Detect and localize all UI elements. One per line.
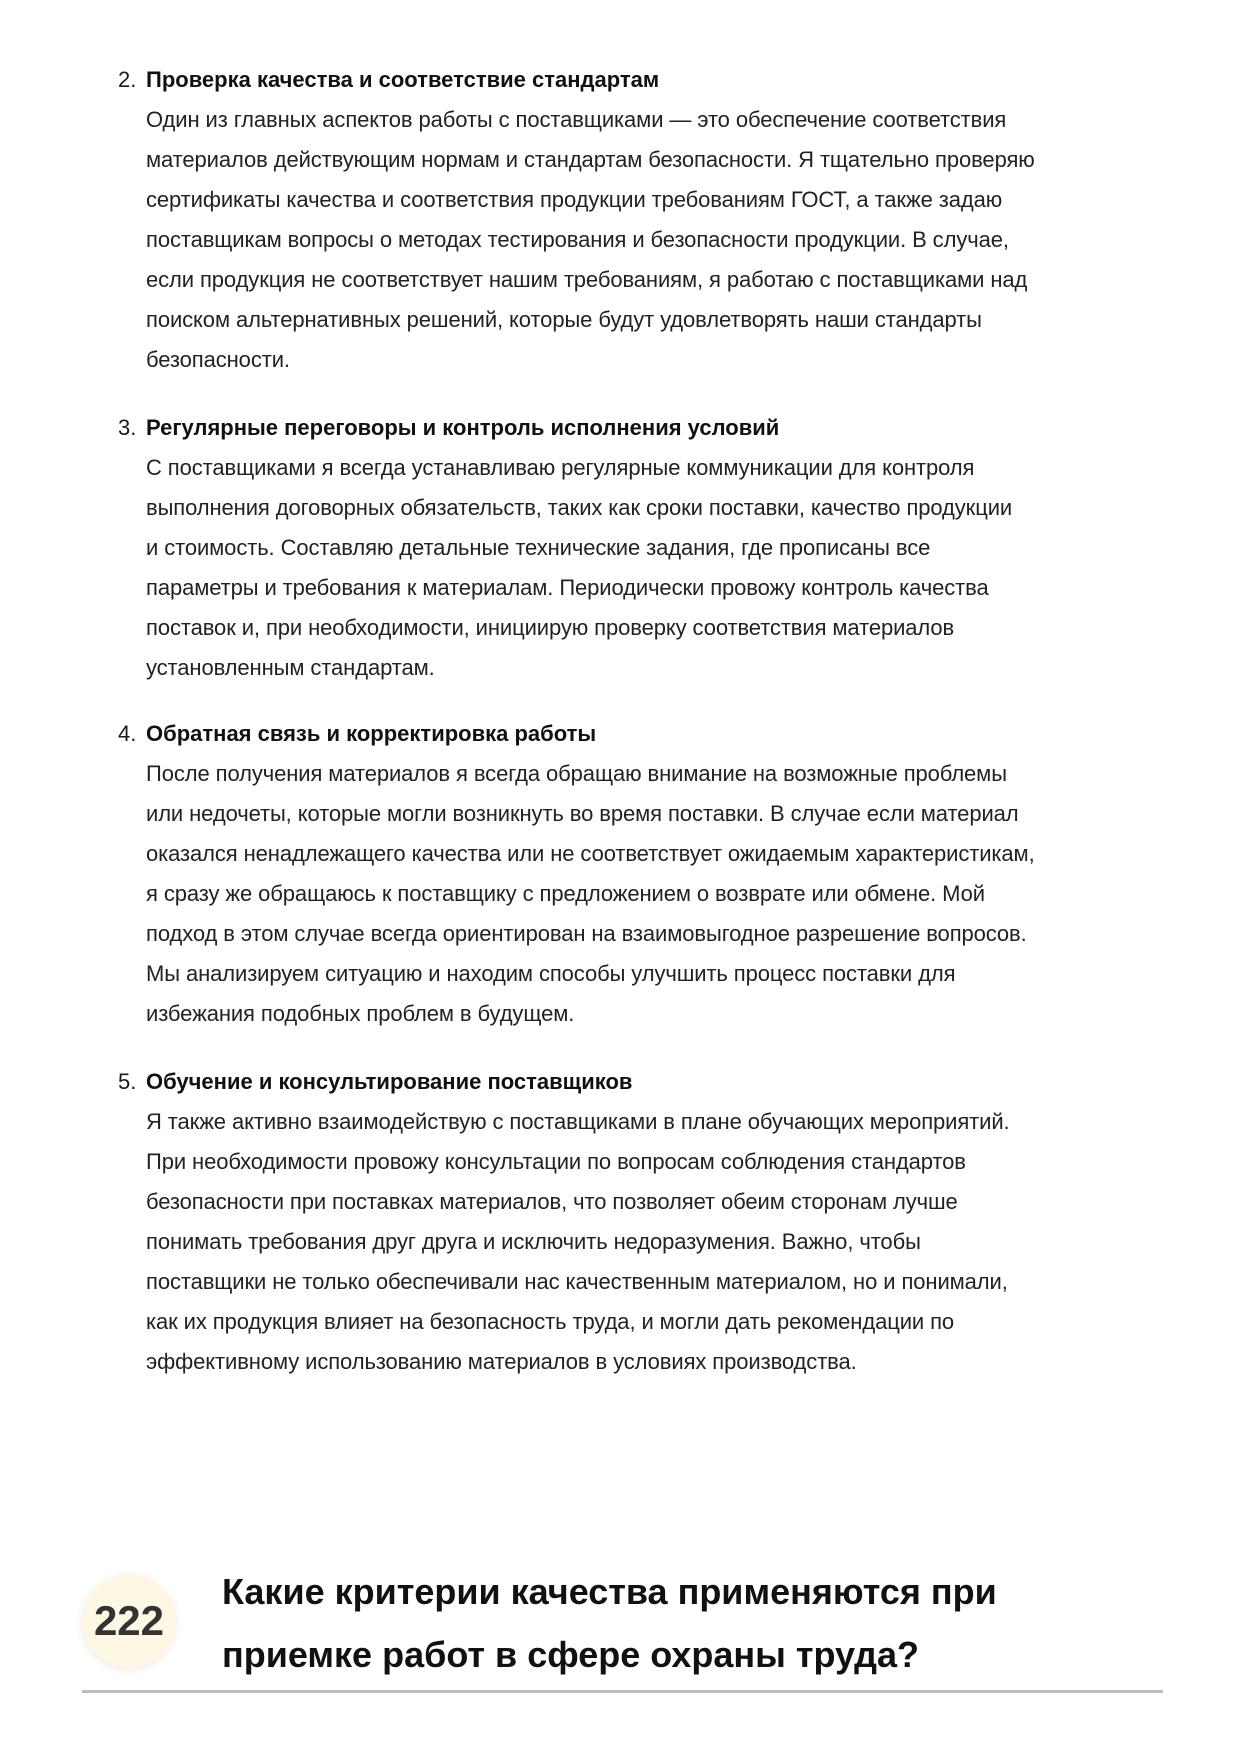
question-number: 222 <box>93 1597 165 1644</box>
item-heading: Обучение и консультирование поставщиков <box>146 1069 633 1094</box>
list-item <box>118 60 1178 380</box>
item-text-line: выполнения договорных обязательств, таких как сроки поставки, качество продукции <box>146 495 1013 520</box>
item-heading: Обратная связь и корректировка работы <box>146 721 597 746</box>
item-text-line: или недочеты, которые могли возникнуть во время поставки. В случае если материал <box>146 801 1019 826</box>
item-text-line: подход в этом случае всегда ориентирован на взаимовыгодное разрешение вопросов. <box>146 921 1027 946</box>
item-text-line: При необходимости провожу консультации по вопросам соблюдения стандартов <box>146 1149 966 1174</box>
item-text-line: безопасности. <box>146 347 290 372</box>
item-text-line: поставщики не только обеспечивали нас качественным материалом, но и понимали, <box>146 1269 1008 1294</box>
item-text-line: параметры и требования к материалам. Периодически провожу контроль качества <box>146 575 989 600</box>
list-item <box>118 714 1178 1034</box>
item-text-line: поставок и, при необходимости, инициирую проверку соответствия материалов <box>146 615 955 640</box>
item-text-line: сертификаты качества и соответствия продукции требованиям ГОСТ, а также задаю <box>146 187 1003 212</box>
item-text-line: понимать требования друг друга и исключить недоразумения. Важно, чтобы <box>146 1229 921 1254</box>
item-text-line: Мы анализируем ситуацию и находим способы улучшить процесс поставки для <box>146 961 956 986</box>
item-number: 5. <box>118 1069 137 1094</box>
item-text-line: Один из главных аспектов работы с поставщиками — это обеспечение соответствия <box>146 107 1007 132</box>
item-heading: Регулярные переговоры и контроль исполнения условий <box>146 415 780 440</box>
item-text-line: установленным стандартам. <box>146 655 435 680</box>
item-text-line: Я также активно взаимодействую с поставщиками в плане обучающих мероприятий. <box>146 1109 1010 1134</box>
item-heading: Проверка качества и соответствие стандартам <box>146 67 660 92</box>
item-text-line: я сразу же обращаюсь к поставщику с предложением о возврате или обмене. Мой <box>146 881 985 906</box>
item-text-line: как их продукция влияет на безопасность труда, и могли дать рекомендации по <box>146 1309 955 1334</box>
question-number-badge <box>82 1574 176 1668</box>
item-text-line: После получения материалов я всегда обращаю внимание на возможные проблемы <box>146 761 1007 786</box>
item-text-line: поиском альтернативных решений, которые будут удовлетворять наши стандарты <box>146 307 982 332</box>
item-number: 2. <box>118 67 137 92</box>
item-number: 4. <box>118 721 137 746</box>
item-text-line: эффективному использованию материалов в условиях производства. <box>146 1349 857 1374</box>
list-item <box>118 408 1178 688</box>
question-title <box>222 1560 997 1686</box>
item-text-line: материалов действующим нормам и стандартам безопасности. Я тщательно проверяю <box>146 147 1035 172</box>
divider <box>82 1690 1163 1693</box>
item-text-line: поставщикам вопросы о методах тестирования и безопасности продукции. В случае, <box>146 227 1009 252</box>
question-title-line: Какие критерии качества применяются при <box>222 1571 997 1612</box>
list-item <box>118 1062 1178 1382</box>
item-text-line: С поставщиками я всегда устанавливаю регулярные коммуникации для контроля <box>146 455 975 480</box>
item-text-line: если продукция не соответствует нашим требованиям, я работаю с поставщиками над <box>146 267 1028 292</box>
item-text-line: и стоимость. Составляю детальные технические задания, где прописаны все <box>146 535 931 560</box>
item-text-line: оказался ненадлежащего качества или не соответствует ожидаемым характеристикам, <box>146 841 1035 866</box>
item-text-line: избежания подобных проблем в будущем. <box>146 1001 575 1026</box>
question-title-line: приемке работ в сфере охраны труда? <box>222 1634 920 1675</box>
item-number: 3. <box>118 415 137 440</box>
item-text-line: безопасности при поставках материалов, что позволяет обеим сторонам лучше <box>146 1189 958 1214</box>
